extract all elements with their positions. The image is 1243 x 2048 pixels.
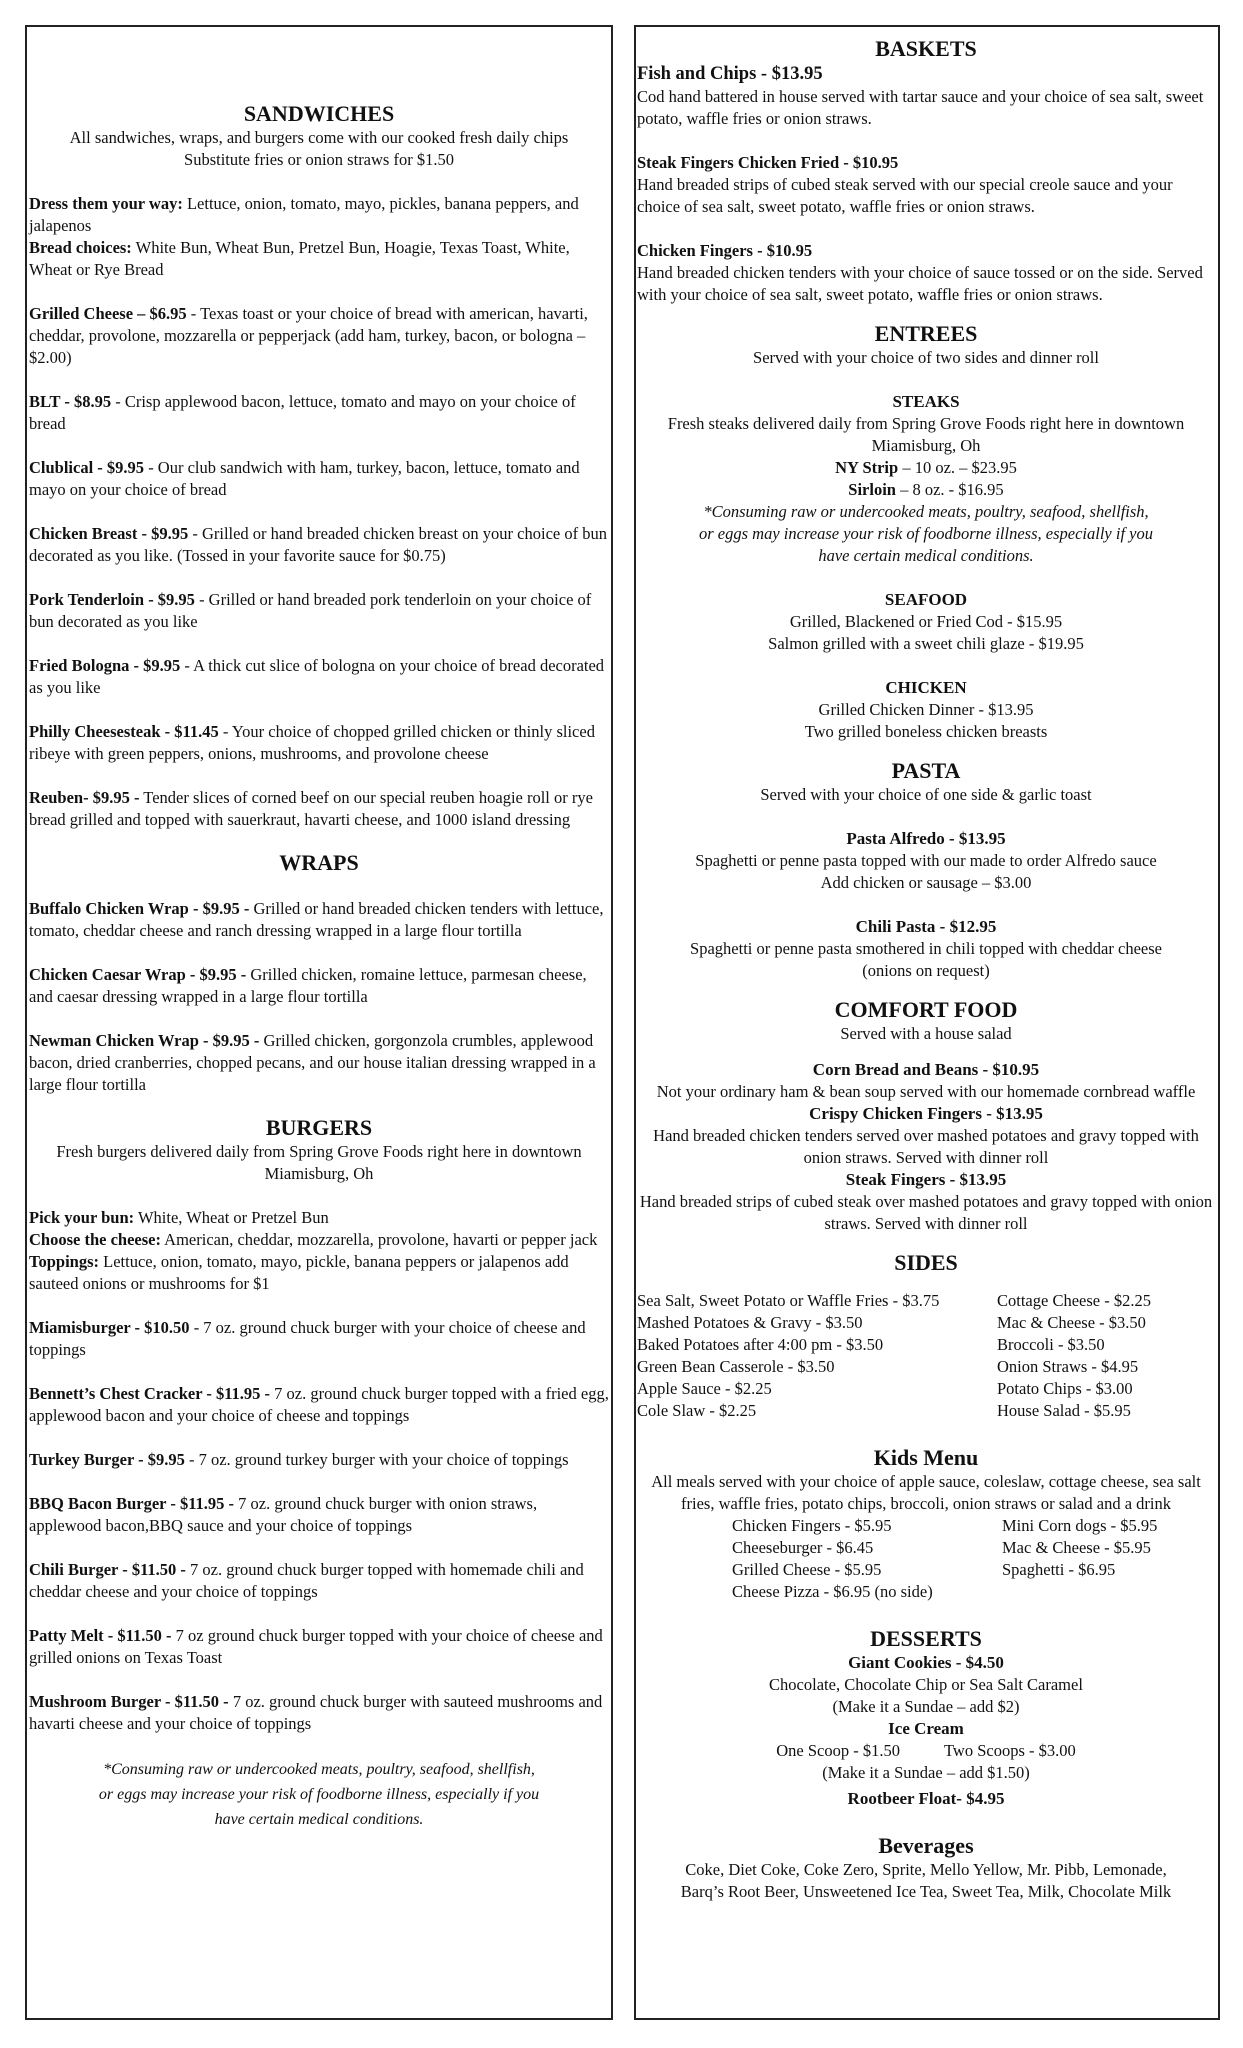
pasta-alfredo-desc: Spaghetti or penne pasta topped with our made to order Alfredo sauce — [695, 851, 1157, 870]
list-item: Cheese Pizza - $6.95 (no side) — [732, 1582, 933, 1601]
menu-item: Bennett’s Chest Cracker - $11.95 - 7 oz. ground chuck burger topped with a fried egg, applewood bacon and your choice of cheese and toppings — [29, 1384, 609, 1425]
ice-cream-prices: One Scoop - $1.50 Two Scoops - $3.00 — [776, 1741, 1076, 1760]
steak-fingers-basket-title: Steak Fingers Chicken Fried - $10.95 — [637, 153, 899, 172]
entrees-disclaimer-line3: have certain medical conditions. — [818, 546, 1034, 565]
health-disclaimer: *Consuming raw or undercooked meats, poultry, seafood, shellfish, or eggs may increase your risk of foodborne illness, especially if you have certain medical conditions. — [98, 1761, 540, 1828]
sirloin-item: Sirloin – 8 oz. - $16.95 — [848, 480, 1004, 499]
beverages-heading: Beverages — [878, 1833, 974, 1858]
kids-menu-heading: Kids Menu — [873, 1445, 979, 1470]
steak-fingers-basket-desc: Hand breaded strips of cubed steak served with our special creole sauce and your choice of sea salt, sweet potato, waffle fries or onion straws. — [637, 175, 1173, 216]
comfort-food-heading: COMFORT FOOD — [834, 997, 1018, 1022]
chili-pasta-desc: Spaghetti or penne pasta smothered in chili topped with cheddar cheese — [690, 939, 1162, 958]
list-item: Sea Salt, Sweet Potato or Waffle Fries - $3.75 — [637, 1291, 940, 1310]
kids-menu-list — [637, 1515, 1215, 1603]
list-item: Mac & Cheese - $3.50 — [997, 1313, 1146, 1332]
list-item: Cole Slaw - $2.25 — [637, 1401, 757, 1420]
chili-pasta-title: Chili Pasta - $12.95 — [855, 917, 997, 936]
steaks-heading: STEAKS — [892, 392, 960, 411]
pasta-alfredo-title: Pasta Alfredo - $13.95 — [846, 829, 1006, 848]
steak-fingers-title: Steak Fingers - $13.95 — [845, 1170, 1007, 1189]
fish-and-chips-desc: Cod hand battered in house served with tartar sauce and your choice of sea salt, sweet potato, waffle fries or onion straws. — [637, 87, 1204, 128]
wraps-heading: WRAPS — [279, 850, 359, 875]
desserts-heading: DESSERTS — [870, 1626, 982, 1651]
pasta-heading: PASTA — [891, 758, 961, 783]
menu-item: Reuben- $9.95 - Tender slices of corned beef on our special reuben hoagie roll or rye bread grilled and topped with sauerkraut, havarti cheese, and 1000 island dressing — [29, 788, 593, 829]
menu-item: BBQ Bacon Burger - $11.95 - 7 oz. ground chuck burger with onion straws, applewood bacon,BBQ sauce and your choice of toppings — [29, 1494, 538, 1535]
list-item: Apple Sauce - $2.25 — [637, 1379, 772, 1398]
corn-bread-beans-desc: Not your ordinary ham & bean soup served with our homemade cornbread waffle — [656, 1082, 1196, 1101]
list-item: Potato Chips - $3.00 — [997, 1379, 1133, 1398]
chicken-dinner-desc: Two grilled boneless chicken breasts — [804, 722, 1048, 741]
sides-list — [637, 1290, 1215, 1422]
giant-cookies-flavors: Chocolate, Chocolate Chip or Sea Salt Caramel — [769, 1675, 1083, 1694]
menu-item: Miamisburger - $10.50 - 7 oz. ground chuck burger with your choice of cheese and toppings — [29, 1318, 586, 1359]
list-item: Mini Corn dogs - $5.95 — [1002, 1516, 1158, 1535]
corn-bread-beans-title: Corn Bread and Beans - $10.95 — [812, 1060, 1040, 1079]
sandwiches-intro: All sandwiches, wraps, and burgers come with our cooked fresh daily chips — [69, 128, 569, 147]
chicken-fingers-basket-title: Chicken Fingers - $10.95 — [637, 241, 813, 260]
list-item: Green Bean Casserole - $3.50 — [637, 1357, 835, 1376]
seafood-cod: Grilled, Blackened or Fried Cod - $15.95 — [789, 612, 1063, 631]
list-item: Broccoli - $3.50 — [997, 1335, 1105, 1354]
kids-menu-intro: All meals served with your choice of apple sauce, coleslaw, cottage cheese, sea salt fries, waffle fries, potato chips, broccoli, onion straws or salad and a drink — [651, 1472, 1201, 1513]
menu-item: Chicken Caesar Wrap - $9.95 - Grilled chicken, romaine lettuce, parmesan cheese, and caesar dressing wrapped in a large flour tortilla — [29, 965, 587, 1006]
menu-item: Chicken Breast - $9.95 - Grilled or hand breaded chicken breast on your choice of bun decorated as you like. (Tossed in your favorite sauce for $0.75) — [29, 524, 607, 565]
burgers-heading: BURGERS — [265, 1115, 373, 1140]
entrees-disclaimer-line1: *Consuming raw or undercooked meats, poultry, seafood, shellfish, — [703, 502, 1149, 521]
menu-item: BLT - $8.95 - Crisp applewood bacon, lettuce, tomato and mayo on your choice of bread — [29, 392, 576, 433]
entrees-heading: ENTREES — [874, 321, 978, 346]
chicken-heading: CHICKEN — [885, 678, 967, 697]
pasta-intro: Served with your choice of one side & garlic toast — [760, 785, 1092, 804]
beverages-line2: Barq’s Root Beer, Unsweetened Ice Tea, Sweet Tea, Milk, Chocolate Milk — [680, 1882, 1172, 1901]
rootbeer-float: Rootbeer Float- $4.95 — [847, 1789, 1005, 1808]
sandwiches-substitute-note: Substitute fries or onion straws for $1.50 — [184, 150, 454, 169]
chicken-dinner: Grilled Chicken Dinner - $13.95 — [818, 700, 1034, 719]
dress-options: Dress them your way: Lettuce, onion, tomato, mayo, pickles, banana peppers, and jalapenos — [29, 194, 579, 235]
right-menu-panel — [634, 25, 1220, 2020]
entrees-intro: Served with your choice of two sides and dinner roll — [753, 348, 1099, 367]
giant-cookies-title: Giant Cookies - $4.50 — [848, 1653, 1004, 1672]
comfort-food-intro: Served with a house salad — [840, 1024, 1012, 1043]
list-item: Spaghetti - $6.95 — [1002, 1560, 1116, 1579]
fish-and-chips-title: Fish and Chips - $13.95 — [637, 64, 823, 84]
ice-cream-sundae: (Make it a Sundae – add $1.50) — [822, 1763, 1030, 1782]
beverages-line1: Coke, Diet Coke, Coke Zero, Sprite, Mello Yellow, Mr. Pibb, Lemonade, — [685, 1860, 1167, 1879]
menu-item: Grilled Cheese – $6.95 - Texas toast or your choice of bread with american, havarti, cheddar, provolone, mozzarella or pepperjack (add ham, turkey, bacon, or bologna – $2.00) — [29, 304, 588, 367]
list-item: Onion Straws - $4.95 — [997, 1357, 1139, 1376]
sandwiches-heading: SANDWICHES — [243, 101, 395, 126]
list-item: Grilled Cheese - $5.95 — [732, 1560, 882, 1579]
ice-cream-title: Ice Cream — [888, 1719, 964, 1738]
menu-item: Clublical - $9.95 - Our club sandwich with ham, turkey, bacon, lettuce, tomato and mayo on your choice of bread — [29, 458, 580, 499]
cheese-options: Choose the cheese: American, cheddar, mozzarella, provolone, havarti or pepper jack — [29, 1230, 598, 1249]
list-item: Mashed Potatoes & Gravy - $3.50 — [637, 1313, 863, 1332]
menu-item: Chili Burger - $11.50 - 7 oz. ground chuck burger topped with homemade chili and cheddar cheese and your choice of toppings — [29, 1560, 584, 1601]
list-item: Baked Potatoes after 4:00 pm - $3.50 — [637, 1335, 884, 1354]
chili-pasta-note: (onions on request) — [862, 961, 990, 980]
menu-item: Patty Melt - $11.50 - 7 oz ground chuck burger topped with your choice of cheese and grilled onions on Texas Toast — [29, 1626, 603, 1667]
left-menu-panel — [25, 25, 613, 2020]
sides-heading: SIDES — [894, 1250, 958, 1275]
crispy-chicken-fingers-desc: Hand breaded chicken tenders served over mashed potatoes and gravy topped with onion straws. Served with dinner roll — [653, 1126, 1199, 1167]
menu-item: Buffalo Chicken Wrap - $9.95 - Grilled or hand breaded chicken tenders with lettuce, tomato, cheddar cheese and ranch dressing wrapped in a large flour tortilla — [29, 899, 604, 940]
menu-item: Fried Bologna - $9.95 - A thick cut slice of bologna on your choice of bread decorated as you like — [29, 656, 605, 697]
seafood-salmon: Salmon grilled with a sweet chili glaze - $19.95 — [768, 634, 1084, 653]
seafood-heading: SEAFOOD — [884, 590, 968, 609]
giant-cookies-sundae: (Make it a Sundae – add $2) — [832, 1697, 1020, 1716]
menu-item: Newman Chicken Wrap - $9.95 - Grilled chicken, gorgonzola crumbles, applewood bacon, dried cranberries, chopped pecans, and our house italian dressing wrapped in a large flour tortilla — [29, 1031, 596, 1094]
list-item: Mac & Cheese - $5.95 — [1002, 1538, 1151, 1557]
steak-fingers-desc: Hand breaded strips of cubed steak over mashed potatoes and gravy topped with onion straws. Served with dinner roll — [639, 1192, 1213, 1233]
ny-strip-item: NY Strip – 10 oz. – $23.95 — [835, 458, 1017, 477]
bread-choices: Bread choices: White Bun, Wheat Bun, Pretzel Bun, Hoagie, Texas Toast, White, Wheat or Rye Bread — [29, 238, 570, 279]
chicken-fingers-basket-desc: Hand breaded chicken tenders with your choice of sauce tossed or on the side. Served with your choice of sea salt, sweet potato, waffle fries or onion straws. — [637, 263, 1203, 304]
baskets-heading: BASKETS — [875, 36, 977, 61]
list-item: Cheeseburger - $6.45 — [732, 1538, 874, 1557]
menu-item: Pork Tenderloin - $9.95 - Grilled or hand breaded pork tenderloin on your choice of bun decorated as you like — [29, 590, 592, 631]
menu-item: Turkey Burger - $9.95 - 7 oz. ground turkey burger with your choice of toppings — [29, 1450, 569, 1469]
crispy-chicken-fingers-title: Crispy Chicken Fingers - $13.95 — [809, 1104, 1043, 1123]
list-item: Cottage Cheese - $2.25 — [997, 1291, 1151, 1310]
list-item: House Salad - $5.95 — [997, 1401, 1131, 1420]
burgers-intro: Fresh burgers delivered daily from Spring Grove Foods right here in downtown Miamisburg, Oh — [56, 1142, 582, 1183]
menu-item: Philly Cheesesteak - $11.45 - Your choice of chopped grilled chicken or thinly sliced ribeye with green peppers, onions, mushrooms, and provolone cheese — [29, 722, 595, 763]
pasta-alfredo-addon: Add chicken or sausage – $3.00 — [820, 873, 1032, 892]
topping-options: Toppings: Lettuce, onion, tomato, mayo, pickle, banana peppers or jalapenos add sauteed onions or mushrooms for $1 — [29, 1252, 569, 1293]
bun-options: Pick your bun: White, Wheat or Pretzel Bun — [29, 1208, 329, 1227]
entrees-disclaimer-line2: or eggs may increase your risk of foodborne illness, especially if you — [699, 524, 1153, 543]
list-item: Chicken Fingers - $5.95 — [732, 1516, 892, 1535]
menu-item: Mushroom Burger - $11.50 - 7 oz. ground chuck burger with sauteed mushrooms and havarti cheese and your choice of toppings — [29, 1692, 603, 1733]
steaks-desc: Fresh steaks delivered daily from Spring Grove Foods right here in downtown Miamisburg, Oh — [667, 414, 1185, 455]
